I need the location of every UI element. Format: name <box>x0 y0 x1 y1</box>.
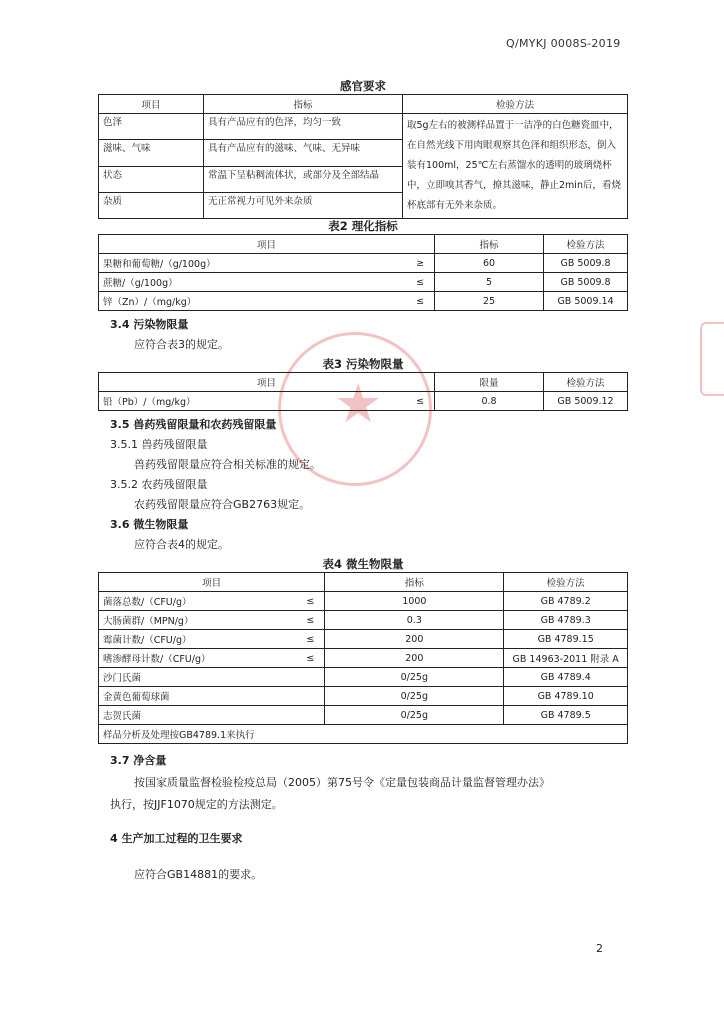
table1-cell: 色泽 <box>99 114 204 140</box>
table1-method-cell: 取5g左右的被测样品置于一洁净的白色糖瓷皿中，在自然光线下用肉眼观察其色泽和组织形态，倒入装有100ml，25℃左右蒸馏水的透明的玻璃烧杯中，立即嗅其香气，撩其滋味，静止2min后，看烧杯底部有无外来杂质。 <box>403 114 628 219</box>
microbial-table <box>98 572 628 744</box>
table4-cell: 0/25g <box>325 687 504 706</box>
table4-cell: 菌落总数/（CFU/g） <box>99 592 289 611</box>
table1-header-item: 项目 <box>99 95 204 114</box>
table4-symbol: ≤ <box>288 649 325 668</box>
table3-symbol: ≤ <box>373 392 434 411</box>
table4-cell: 0/25g <box>325 706 504 725</box>
table4-cell: GB 4789.10 <box>504 687 628 706</box>
table2-cell: 果糖和葡萄糖/（g/100g） <box>99 254 382 273</box>
table1-header-indicator: 指标 <box>204 95 403 114</box>
table2-cell: GB 5009.8 <box>544 254 628 273</box>
section-3-6-body: 应符合表4的规定。 <box>134 538 229 551</box>
edge-seal <box>700 322 724 396</box>
seal-star-icon: ★ <box>334 372 383 435</box>
table2-header-indicator: 指标 <box>435 235 544 254</box>
table4-cell: GB 14963-2011 附录 A <box>504 649 628 668</box>
table4-header-method: 检验方法 <box>504 573 628 592</box>
contaminant-table <box>98 372 628 411</box>
table2-cell: 5 <box>435 273 544 292</box>
table1-cell: 无正常视力可见外来杂质 <box>204 192 403 218</box>
table-row <box>99 630 628 649</box>
table-row <box>99 592 628 611</box>
table-row <box>99 706 628 725</box>
section-3-4-body: 应符合表3的规定。 <box>134 338 229 351</box>
table4-symbol: ≤ <box>288 592 325 611</box>
section-4-heading: 4 生产加工过程的卫生要求 <box>110 832 243 845</box>
table1-cell: 状态 <box>99 166 204 192</box>
section-3-5-2-body: 农药残留限量应符合GB2763规定。 <box>134 498 311 511</box>
table-row <box>99 649 628 668</box>
table4-cell: GB 4789.2 <box>504 592 628 611</box>
table-row <box>99 114 628 140</box>
table-row <box>99 254 628 273</box>
table1-cell: 具有产品应有的色泽，均匀一致 <box>204 114 403 140</box>
table-row <box>99 273 628 292</box>
table2-cell: 60 <box>435 254 544 273</box>
document-code: Q/MYKJ 0008S-2019 <box>506 37 621 50</box>
table3-header-limit: 限量 <box>435 373 544 392</box>
table4-cell: 沙门氏菌 <box>99 668 325 687</box>
table-row <box>99 292 628 311</box>
table3-title: 表3 污染物限量 <box>322 357 404 371</box>
table1-cell: 滋味、气味 <box>99 140 204 166</box>
table-row <box>99 392 628 411</box>
section-3-7-heading: 3.7 净含量 <box>110 754 167 767</box>
table2-symbol: ≥ <box>382 254 435 273</box>
table4-cell: GB 4789.5 <box>504 706 628 725</box>
table2-cell: 25 <box>435 292 544 311</box>
table4-cell: 1000 <box>325 592 504 611</box>
section-3-5-1-body: 兽药残留限量应符合相关标准的规定。 <box>134 458 321 471</box>
table4-cell: 0/25g <box>325 668 504 687</box>
section-3-7-body-line1: 按国家质量监督检验检疫总局（2005）第75号令《定量包装商品计量监督管理办法》 <box>134 776 550 789</box>
table2-title: 表2 理化指标 <box>328 219 398 233</box>
table3-cell: GB 5009.12 <box>544 392 628 411</box>
table2-header-item: 项目 <box>99 235 435 254</box>
section-3-7-body-line2: 执行，按JJF1070规定的方法测定。 <box>110 798 283 811</box>
table2-symbol: ≤ <box>382 273 435 292</box>
table4-cell: GB 4789.4 <box>504 668 628 687</box>
table-row <box>99 725 628 744</box>
table3-header-item: 项目 <box>99 373 435 392</box>
table1-cell: 常温下呈粘稠流体状，或部分及全部结晶 <box>204 166 403 192</box>
table2-header-method: 检验方法 <box>544 235 628 254</box>
table2-cell: 蔗糖/（g/100g） <box>99 273 382 292</box>
table2-cell: GB 5009.14 <box>544 292 628 311</box>
table3-cell: 铅（Pb）/（mg/kg） <box>99 392 374 411</box>
table1-cell: 杂质 <box>99 192 204 218</box>
table2-cell: GB 5009.8 <box>544 273 628 292</box>
table4-cell: GB 4789.15 <box>504 630 628 649</box>
table4-header-item: 项目 <box>99 573 325 592</box>
section-3-6-heading: 3.6 微生物限量 <box>110 518 189 531</box>
table4-footnote: 样品分析及处理按GB4789.1来执行 <box>99 725 628 744</box>
table4-cell: 大肠菌群/（MPN/g） <box>99 611 289 630</box>
table4-cell: 志贺氏菌 <box>99 706 325 725</box>
table1-header-method: 检验方法 <box>403 95 628 114</box>
table4-header-indicator: 指标 <box>325 573 504 592</box>
table2-cell: 锌（Zn）/（mg/kg） <box>99 292 382 311</box>
section-3-5-1-heading: 3.5.1 兽药残留限量 <box>110 438 208 451</box>
sensory-table <box>98 94 628 219</box>
page-number: 2 <box>596 942 603 955</box>
table3-cell: 0.8 <box>435 392 544 411</box>
table4-symbol: ≤ <box>288 611 325 630</box>
table4-cell: 200 <box>325 649 504 668</box>
table4-cell: 0.3 <box>325 611 504 630</box>
table4-symbol: ≤ <box>288 630 325 649</box>
table4-cell: 金黄色葡萄球菌 <box>99 687 325 706</box>
physicochemical-table <box>98 234 628 311</box>
table-row <box>99 687 628 706</box>
section-3-5-2-heading: 3.5.2 农药残留限量 <box>110 478 208 491</box>
section-3-5-heading: 3.5 兽药残留限量和农药残留限量 <box>110 418 277 431</box>
section-3-4-heading: 3.4 污染物限量 <box>110 318 189 331</box>
section-4-body: 应符合GB14881的要求。 <box>134 868 263 881</box>
table2-symbol: ≤ <box>382 292 435 311</box>
table4-cell: 嗜渗酵母计数/（CFU/g） <box>99 649 289 668</box>
table1-cell: 具有产品应有的滋味、气味、无异味 <box>204 140 403 166</box>
table4-title: 表4 微生物限量 <box>322 557 404 571</box>
table4-cell: 200 <box>325 630 504 649</box>
table4-cell: GB 4789.3 <box>504 611 628 630</box>
table-row <box>99 611 628 630</box>
table4-cell: 霉菌计数/（CFU/g） <box>99 630 289 649</box>
table3-header-method: 检验方法 <box>544 373 628 392</box>
table-row <box>99 668 628 687</box>
table1-title: 感官要求 <box>340 79 386 93</box>
